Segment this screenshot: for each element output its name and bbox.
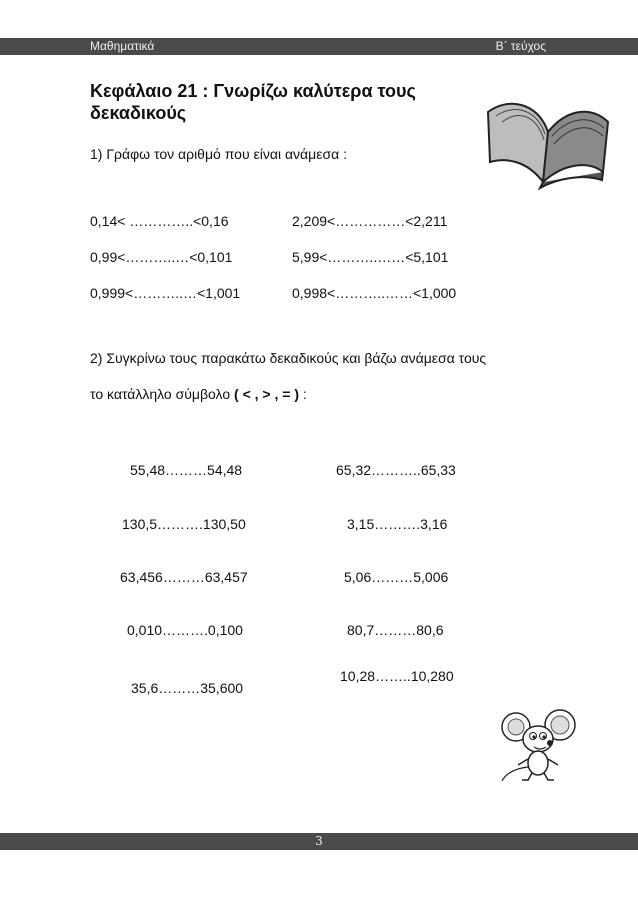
- ex1-right-1: 2,209<……………<2,211: [292, 213, 448, 229]
- exercise1-instruction: 1) Γράφω τον αριθμό που είναι ανάμεσα :: [90, 146, 347, 162]
- footer-bar: [0, 833, 638, 850]
- ex2-right-1: 65,32………..65,33: [336, 462, 456, 478]
- ex2-right-2: 3,15……….3,16: [347, 516, 448, 532]
- ex2-left-4: 0,010……….0,100: [127, 622, 243, 638]
- ex1-left-1: 0,14< …………..<0,16: [90, 213, 229, 229]
- exercise2-colon: :: [298, 386, 307, 402]
- ex2-left-3: 63,456………63,457: [120, 569, 248, 585]
- mouse-illustration: [498, 707, 580, 782]
- page-number: 3: [315, 834, 323, 848]
- ex2-left-5: 35,6………35,600: [131, 680, 244, 696]
- ex1-right-2: 5,99<………..……<5,101: [292, 249, 449, 265]
- book-icon: [478, 92, 618, 192]
- header-bar: [0, 38, 638, 55]
- exercise2-instruction-text: το κατάλληλο σύμβολο: [90, 386, 235, 402]
- ex1-left-3: 0,999<………..…<1,001: [90, 285, 241, 301]
- ex2-left-1: 55,48………54,48: [130, 462, 243, 478]
- ex2-left-2: 130,5……….130,50: [122, 516, 246, 532]
- exercise2-instruction-line1: 2) Συγκρίνω τους παρακάτω δεκαδικούς και βάζω ανάμεσα τους: [90, 350, 487, 366]
- ex1-right-3: 0,998<………..……<1,000: [292, 285, 457, 301]
- ex2-right-3: 5,06………5,006: [344, 569, 449, 585]
- header-subject: Μαθηματικά: [90, 39, 155, 53]
- exercise2-instruction-line2: [90, 386, 307, 402]
- exercise2-symbols: ( < , > , = ): [234, 386, 299, 402]
- ex2-right-4: 80,7………80,6: [347, 622, 444, 638]
- page-title: Κεφάλαιο 21 : Γνωρίζω καλύτερα τους δεκαδικούς: [90, 81, 416, 123]
- header-volume: Β΄ τεύχος: [495, 39, 546, 53]
- ex1-left-2: 0,99<………..…<0,101: [90, 249, 233, 265]
- ex2-right-5: 10,28……..10,280: [340, 668, 454, 684]
